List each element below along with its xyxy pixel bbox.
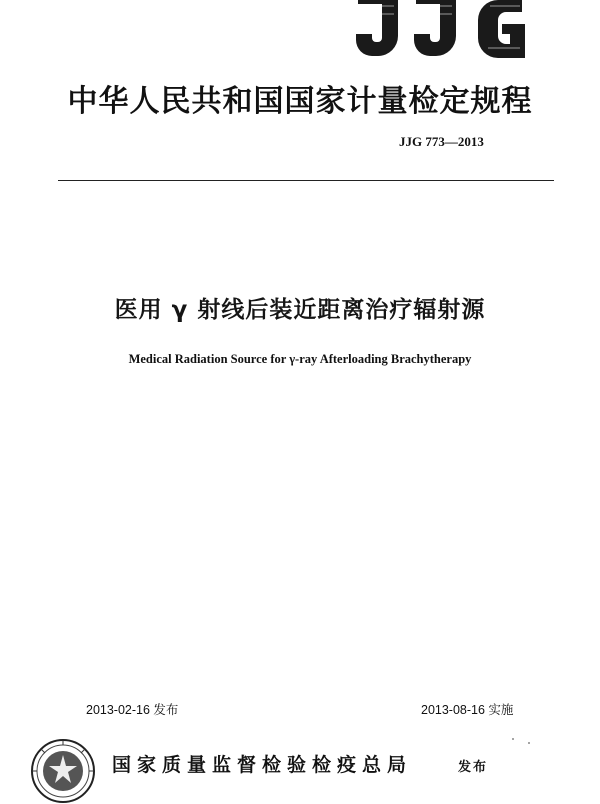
implementation-date: 2013-08-16 实施: [421, 703, 514, 717]
scan-speck: [528, 742, 530, 744]
standard-code: JJG 773—2013: [399, 134, 484, 149]
document-title-cn: 医用 γ 射线后装近距离治疗辐射源: [114, 297, 486, 323]
scan-speck: [512, 738, 514, 740]
issue-date: 2013-02-16 发布: [86, 703, 179, 717]
issuing-authority-suffix: 发布: [458, 760, 489, 775]
jjg-logo: [350, 0, 525, 58]
document-title-en: Medical Radiation Source for γ-ray Afterloading Brachytherapy: [128, 352, 472, 366]
regulation-title: 中华人民共和国国家计量检定规程: [67, 84, 533, 119]
seal-emblem-graphic: [30, 738, 96, 804]
issuing-authority: 国家质量监督检验检疫总局: [112, 754, 413, 776]
seal-emblem: [30, 738, 96, 804]
jjg-logo-graphic: [350, 0, 525, 58]
header-divider: [58, 180, 554, 181]
